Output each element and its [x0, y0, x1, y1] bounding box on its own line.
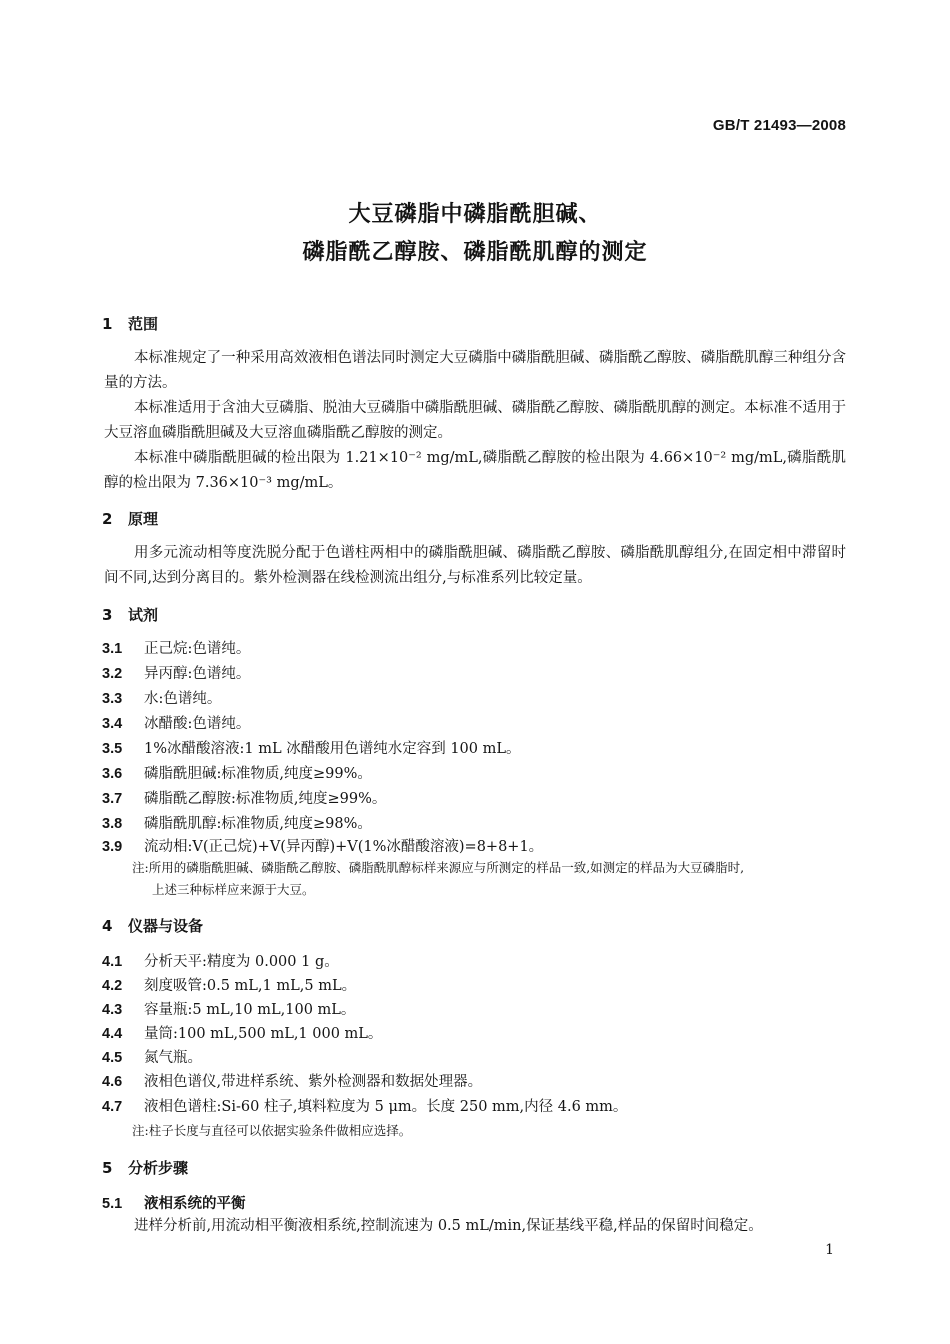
list-item-4-7	[102, 1096, 627, 1118]
item-text: 刻度吸管:0.5 mL,1 mL,5 mL。	[144, 978, 357, 994]
section-1-heading	[102, 313, 158, 334]
title-line-2: 磷脂酰乙醇胺、磷脂酰肌醇的测定	[302, 240, 648, 265]
list-item-3-9	[102, 836, 543, 858]
item-number: 3.5	[102, 741, 123, 757]
item-number: 3.3	[102, 691, 123, 707]
section-4-note: 注:柱子长度与直径可以依据实验条件做相应选择。	[132, 1123, 412, 1138]
section-1-paragraph-3: 本标准中磷脂酰胆碱的检出限为 1.21×10⁻² mg/mL,磷脂酰乙醇胺的检出限为 4.66×10⁻² mg/mL,磷脂酰肌醇的检出限为 7.36×10⁻³ mg/mL。	[104, 450, 846, 491]
section-title: 分析步骤	[128, 1159, 189, 1177]
item-text: 异丙醇:色谱纯。	[144, 666, 251, 682]
section-title: 原理	[128, 510, 159, 528]
page-number: 1	[825, 1242, 834, 1258]
item-number: 3.2	[102, 666, 123, 682]
section-number: 2	[102, 510, 113, 528]
list-item-4-5	[102, 1047, 202, 1069]
item-number: 4.3	[102, 1002, 123, 1018]
list-item-4-1	[102, 951, 339, 973]
note-line-2: 上述三种标样应来源于大豆。	[152, 882, 315, 897]
section-number: 5	[102, 1159, 113, 1177]
item-text: 水:色谱纯。	[144, 691, 222, 707]
item-text: 磷脂酰胆碱:标准物质,纯度≥99%。	[144, 766, 372, 782]
item-text: 流动相:V(正己烷)+V(异丙醇)+V(1%冰醋酸溶液)=8+8+1。	[144, 839, 544, 855]
section-title: 仪器与设备	[128, 917, 204, 935]
list-item-4-2	[102, 975, 356, 997]
list-item-3-4	[102, 713, 250, 735]
item-number: 4.5	[102, 1050, 123, 1066]
subsection-title: 液相系统的平衡	[144, 1196, 246, 1212]
section-number: 3	[102, 606, 113, 624]
item-text: 氮气瓶。	[144, 1050, 202, 1066]
section-3-note	[132, 857, 848, 901]
item-number: 3.1	[102, 641, 123, 657]
item-number: 3.8	[102, 816, 123, 832]
item-number: 3.6	[102, 766, 123, 782]
section-title: 试剂	[128, 606, 159, 624]
section-1-paragraph-2: 本标准适用于含油大豆磷脂、脱油大豆磷脂中磷脂酰胆碱、磷脂酰乙醇胺、磷脂酰肌醇的测定。本标准不适用于大豆溶血磷脂酰胆碱及大豆溶血磷脂酰乙醇胺的测定。	[104, 400, 846, 441]
item-number: 3.4	[102, 716, 123, 732]
item-text: 冰醋酸:色谱纯。	[144, 716, 251, 732]
note-line-1: 注:所用的磷脂酰胆碱、磷脂酰乙醇胺、磷脂酰肌醇标样来源应与所测定的样品一致,如测定的样品为大豆磷脂时,	[132, 860, 745, 875]
list-item-3-5	[102, 738, 520, 760]
item-text: 液相色谱仪,带进样系统、紫外检测器和数据处理器。	[144, 1074, 483, 1090]
item-text: 磷脂酰肌醇:标准物质,纯度≥98%。	[144, 816, 372, 832]
list-item-3-3	[102, 688, 221, 710]
section-2-paragraph-1: 用多元流动相等度洗脱分配于色谱柱两相中的磷脂酰胆碱、磷脂酰乙醇胺、磷脂酰肌醇组分,在固定相中滞留时间不同,达到分离目的。紫外检测器在线检测流出组分,与标准系列比较定量。	[104, 545, 846, 586]
subsection-5-1-heading	[102, 1192, 246, 1213]
item-number: 4.1	[102, 954, 123, 970]
item-number: 3.7	[102, 791, 123, 807]
item-text: 容量瓶:5 mL,10 mL,100 mL。	[144, 1002, 356, 1018]
list-item-3-7	[102, 788, 386, 810]
item-text: 正己烷:色谱纯。	[144, 641, 251, 657]
section-5-heading	[102, 1157, 188, 1178]
list-item-3-2	[102, 663, 250, 685]
section-2-heading	[102, 508, 158, 529]
section-5-paragraph-1: 进样分析前,用流动相平衡液相系统,控制流速为 0.5 mL/min,保证基线平稳,样品的保留时间稳定。	[134, 1218, 763, 1234]
section-number: 4	[102, 917, 113, 935]
item-text: 液相色谱柱:Si-60 柱子,填料粒度为 5 μm。长度 250 mm,内径 4.6 mm。	[144, 1099, 628, 1115]
section-4-heading	[102, 915, 203, 936]
section-title: 范围	[128, 315, 159, 333]
list-item-3-8	[102, 813, 372, 835]
list-item-3-1	[102, 638, 250, 660]
item-number: 4.7	[102, 1099, 123, 1115]
item-text: 1%冰醋酸溶液:1 mL 冰醋酸用色谱纯水定容到 100 mL。	[144, 741, 521, 757]
title-line-1: 大豆磷脂中磷脂酰胆碱、	[348, 202, 602, 227]
list-item-3-6	[102, 763, 372, 785]
item-number: 3.9	[102, 839, 123, 855]
section-1-paragraph-1: 本标准规定了一种采用高效液相色谱法同时测定大豆磷脂中磷脂酰胆碱、磷脂酰乙醇胺、磷脂酰肌醇三种组分含量的方法。	[104, 350, 846, 391]
item-text: 磷脂酰乙醇胺:标准物质,纯度≥99%。	[144, 791, 387, 807]
list-item-4-4	[102, 1023, 382, 1045]
section-number: 1	[102, 315, 113, 333]
list-item-4-6	[102, 1071, 482, 1093]
item-number: 4.6	[102, 1074, 123, 1090]
subsection-number: 5.1	[102, 1196, 123, 1212]
section-3-heading	[102, 604, 158, 625]
item-text: 分析天平:精度为 0.000 1 g。	[144, 954, 339, 970]
item-number: 4.2	[102, 978, 123, 994]
item-text: 量筒:100 mL,500 mL,1 000 mL。	[144, 1026, 383, 1042]
document-title	[0, 196, 950, 272]
item-number: 4.4	[102, 1026, 123, 1042]
list-item-4-3	[102, 999, 355, 1021]
standard-code: GB/T 21493—2008	[712, 117, 846, 134]
